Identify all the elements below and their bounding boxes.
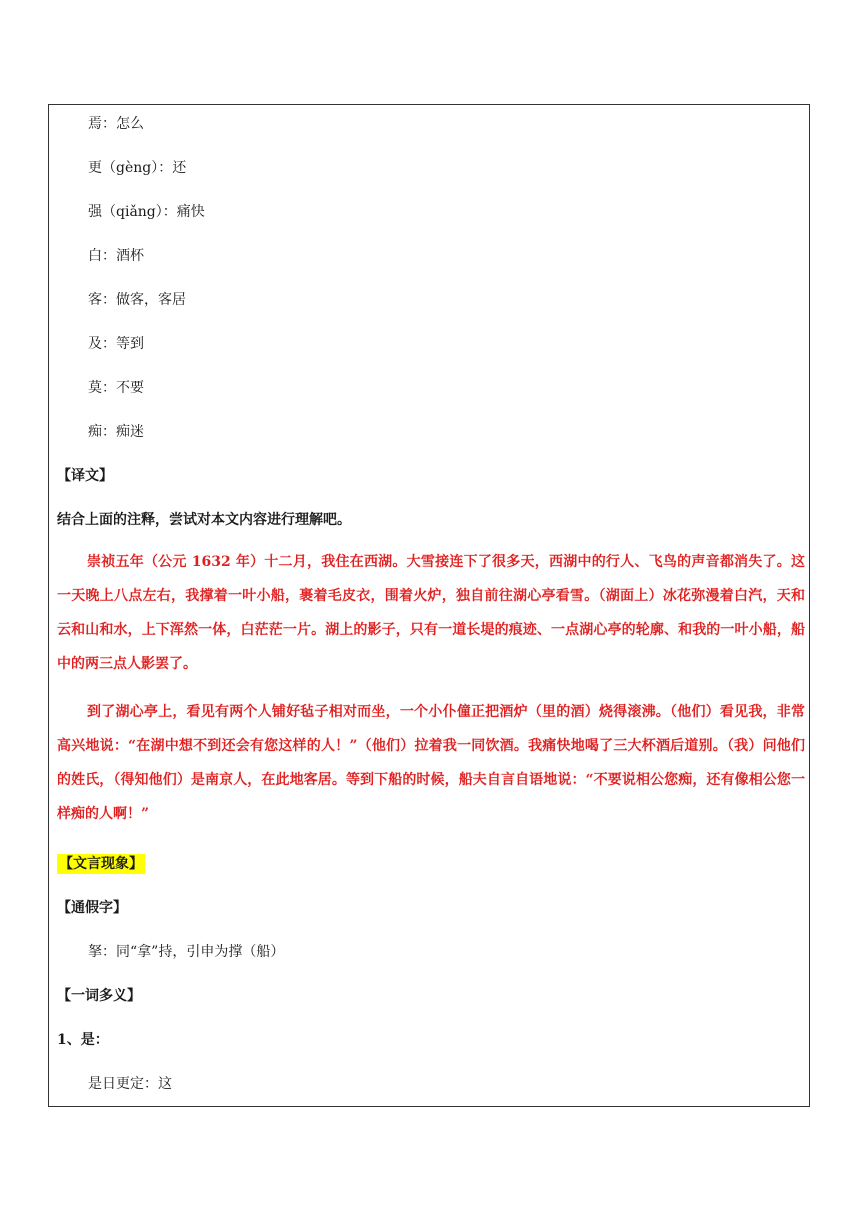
- phenomena-heading-row: [49, 854, 809, 874]
- content-frame: [48, 104, 810, 1107]
- note-qiang: 强（qiǎng）：痛快: [88, 204, 205, 220]
- phenomena-heading: 【文言现象】: [59, 856, 143, 872]
- tongjiazi-heading: 【通假字】: [57, 900, 127, 916]
- polysemy-heading: 【一词多义】: [57, 988, 141, 1004]
- note-yan: 焉：怎么: [88, 116, 144, 132]
- tongjiazi-item: 拏：同“拿”持，引申为撑（船）: [88, 944, 285, 960]
- translation-heading: 【译文】: [57, 468, 113, 484]
- note-ji: 及：等到: [88, 336, 144, 352]
- note-chi: 痴：痴迷: [88, 424, 144, 440]
- polysemy-item-title: 1、是：: [57, 1032, 109, 1048]
- translation-prompt: 结合上面的注释，尝试对本文内容进行理解吧。: [57, 512, 351, 528]
- translation-paragraph-2: 到了湖心亭上，看见有两个人铺好毡子相对而坐，一个小仆僮正把酒炉（里的酒）烧得滚沸。（他们）看见我，非常高兴地说：“在湖中想不到还会有您这样的人！”（他们）拉着我一同饮酒。我痛快地喝了三大杯酒后道别。（我）问他们的姓氏，（得知他们）是南京人，在此地客居。等到下船的时候，船夫自言自语地说：“不要说相公您痴，还有像相公您一样痴的人啊！”: [57, 704, 805, 822]
- note-ke: 客：做客，客居: [88, 292, 186, 308]
- translation-paragraph-1: 崇祯五年（公元 1632 年）十二月，我住在西湖。大雪接连下了很多天，西湖中的行人、飞鸟的声音都消失了。这一天晚上八点左右，我撑着一叶小船，裹着毛皮衣，围着火炉，独自前往湖心亭看雪。（湖面上）冰花弥漫着白汽，天和云和山和水，上下浑然一体，白茫茫一片。湖上的影子，只有一道长堤的痕迹、一点湖心亭的轮廓、和我的一叶小船，船中的两三点人影罢了。: [57, 554, 805, 672]
- polysemy-item-sense: 是日更定：这: [88, 1076, 172, 1092]
- note-mo: 莫：不要: [88, 380, 144, 396]
- note-bai: 白：酒杯: [88, 248, 144, 264]
- note-geng: 更（gèng）：还: [88, 160, 187, 176]
